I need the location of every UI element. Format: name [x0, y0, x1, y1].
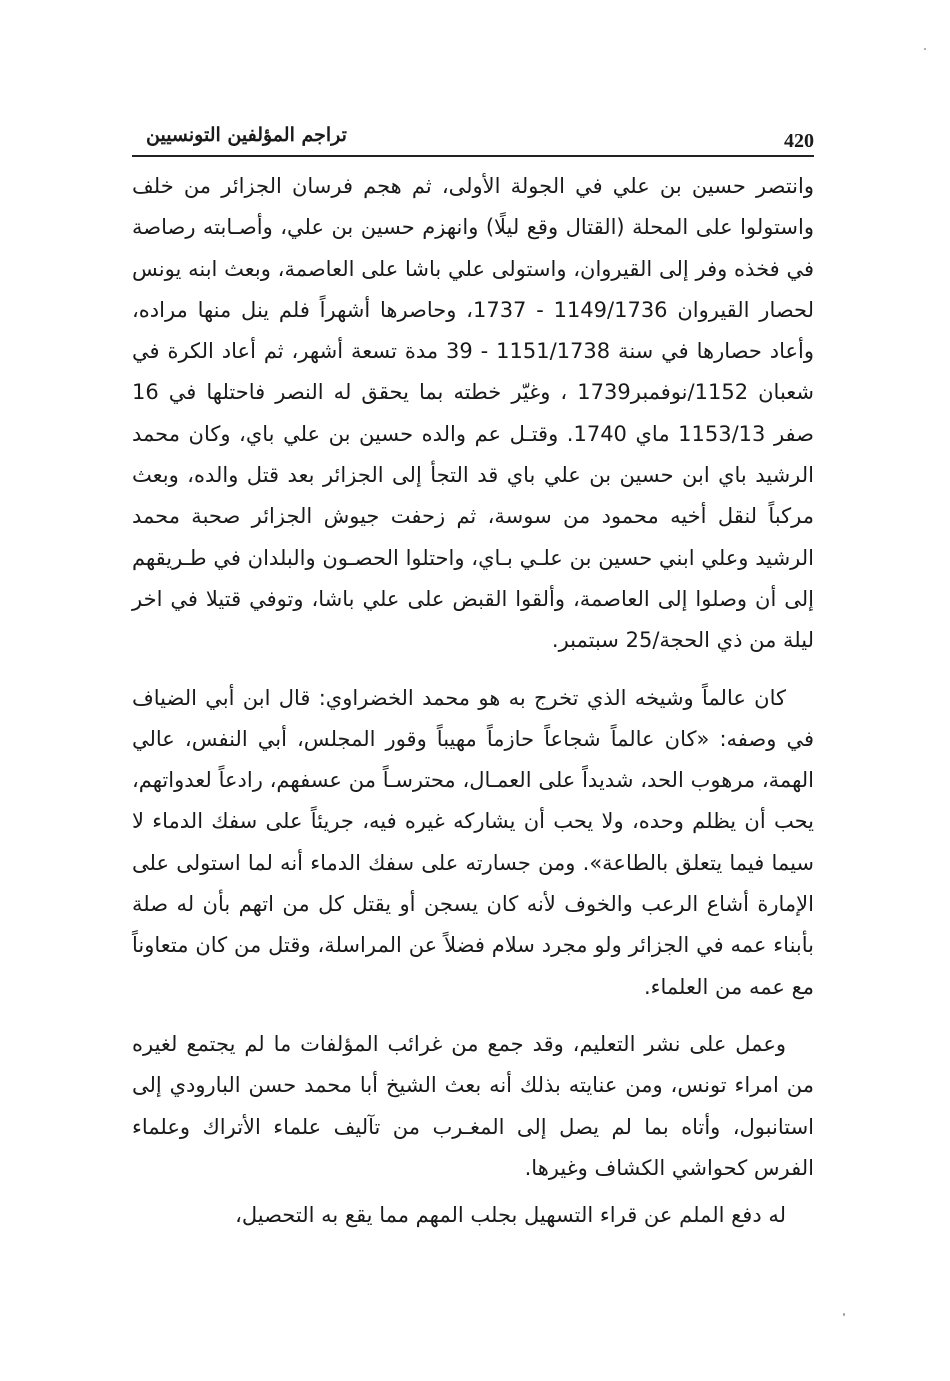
paragraph-2: كان عالماً وشيخه الذي تخرج به هو محمد الخضراوي: قال ابن أبي الضياف في وصفه: «كان عالماً شجاعاً حازماً مهيباً وقور المجلس، أبي النفس، عالي الهمة، مرهوب الحد، شديداً على العمـال، محترسـاً من عسفهم، رادعاً لعدواتهم، يحب أن يظلم وحده، ولا يحب أن يشاركه غيره فيه، جريئاً على سفك الدماء لا سيما فيما يتعلق بالطاعة». ومن جسارته على سفك الدماء أنه لما استولى على الإمارة أشاع الرعب والخوف لأنه كان يسجن أو يقتل كل من اتهم بأن له صلة بأبناء عمه في الجزائر ولو مجرد سلام فضلاً عن المراسلة، وقتل من كان متعاوناً مع عمه من العلماء.: [132, 685, 814, 999]
paragraph-4: له دفع الملم عن قراء التسهيل بجلب المهم مما يقع به التحصيل،: [235, 1203, 786, 1228]
scan-speck: [924, 48, 926, 50]
body-text: [132, 166, 814, 1236]
header-rule: [132, 155, 814, 157]
page-number: 420: [784, 130, 814, 152]
paragraph-1: وانتصر حسين بن علي في الجولة الأولى، ثم هجم فرسان الجزائر من خلف واستولوا على المحلة (القتال وقع ليلًا) وانهزم حسين بن علي، وأصـابته رصاصة في فخذه وفر إلى القيروان، واستولى علي باشا على العاصمة، وبعث ابنه يونس لحصار القيروان 1149/1736 - 1737، وحاصرها أشهراً فلم ينل منها مراده، وأعاد حصارها في سنة 1151/1738 - 39 مدة تسعة أشهر، ثم أعاد الكرة في شعبان 1152/نوفمبر1739 ، وغيّر خطته بما يحقق له النصر فاحتلها في 16 صفر 1153/13 ماي 1740. وقتـل عم والده حسين بن علي باي، وكان محمد الرشيد باي ابن حسين بن علي باي قد التجأ إلى الجزائر بعد قتل والده، وبعث مركباً لنقل أخيه محمود من سوسة، ثم زحفت جيوش الجزائر صحبة محمد الرشيد وعلي ابني حسين بن علـي بـاي، واحتلوا الحصـون والبلدان في طـريقهم إلى أن وصلوا إلى العاصمة، وألقوا القبض على علي باشا، وتوفي قتيلا في اخر ليلة من ذي الحجة/25 سبتمبر.: [132, 174, 815, 653]
paragraph-3: وعمل على نشر التعليم، وقد جمع من غرائب المؤلفات ما لم يجتمع لغيره من امراء تونس، ومن عنايته بذلك أنه بعث الشيخ أبا محمد حسن البارودي إلى استانبول، وأتاه بما لم يصل إلى المغـرب من تآليف علماء الأتراك وعلماء الفرس كحواشي الكشاف وغيرها.: [132, 1031, 814, 1180]
page-header: [132, 118, 814, 154]
scan-speck: [843, 1313, 845, 1316]
running-title: تراجم المؤلفين التونسيين: [146, 124, 347, 146]
